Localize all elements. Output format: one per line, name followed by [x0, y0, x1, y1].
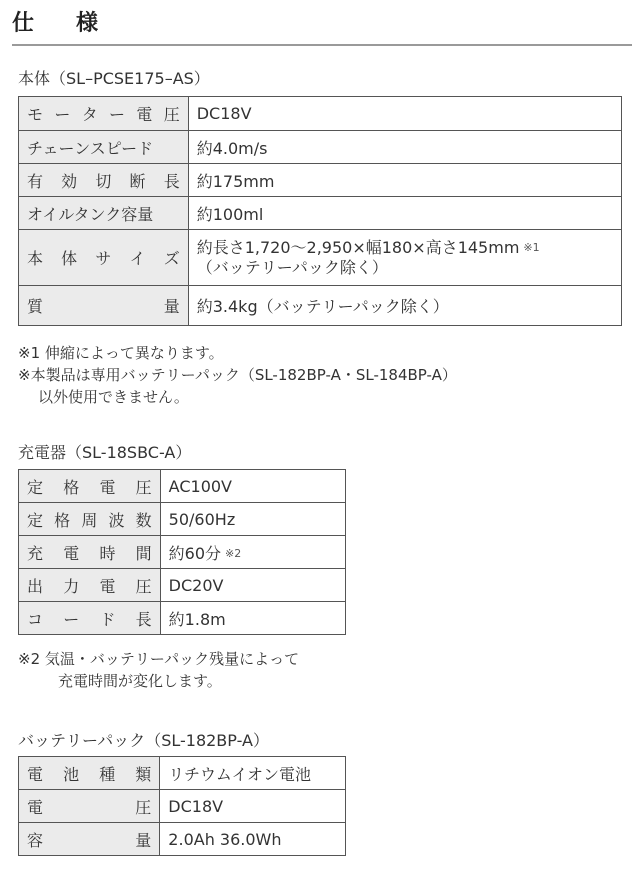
spread-label: 出 力 電 圧	[27, 576, 152, 596]
note-line: 以外使用できません。	[38, 388, 189, 406]
spread-label: 容 量	[27, 830, 152, 850]
spec-value: 約1.8m	[160, 602, 345, 635]
table-row	[19, 823, 346, 856]
spec-value: 約100ml	[188, 197, 621, 230]
spec-label: オイルタンク容量	[19, 197, 189, 230]
charger-notes	[18, 648, 299, 692]
spec-value: DC18V	[188, 97, 621, 131]
spec-value: AC100V	[160, 470, 345, 503]
spread-label: 本 体 サ イ ズ	[27, 249, 180, 268]
spec-label	[19, 602, 161, 635]
table-row	[19, 97, 622, 131]
spread-label: モ ー タ ー 電 圧	[27, 105, 180, 124]
spec-value: 約175mm	[188, 164, 621, 197]
spec-value: DC20V	[160, 569, 345, 602]
page-title: 仕 様	[12, 11, 109, 36]
spread-label: 定 格 電 圧	[27, 477, 152, 497]
table-row	[19, 164, 622, 197]
spec-value	[160, 536, 345, 569]
table-row	[19, 757, 346, 790]
spec-label	[19, 164, 189, 197]
spec-label	[19, 569, 161, 602]
battery-section-heading: バッテリーパック（SL-182BP-A）	[18, 731, 269, 750]
body-notes	[18, 342, 457, 408]
spec-label	[19, 230, 189, 286]
title-divider	[12, 44, 632, 46]
table-row	[19, 131, 622, 164]
table-row	[19, 503, 346, 536]
body-spec-table	[18, 96, 622, 326]
charger-section-heading: 充電器（SL-18SBC-A）	[18, 443, 192, 462]
note-line: ※2 気温・バッテリーパック残量によって	[18, 650, 300, 668]
table-row	[19, 602, 346, 635]
table-row	[19, 790, 346, 823]
body-section-heading: 本体（SL–PCSE175–AS）	[18, 69, 210, 88]
spread-label: 定 格 周 波 数	[27, 510, 152, 530]
spec-value: 50/60Hz	[160, 503, 345, 536]
note-ref: ※1	[523, 240, 540, 254]
spec-label	[19, 470, 161, 503]
spec-value: 約4.0m/s	[188, 131, 621, 164]
spec-value: リチウムイオン電池	[160, 757, 346, 790]
spec-label	[19, 790, 160, 823]
size-value: 約長さ1,720～2,950×幅180×高さ145mm	[196, 237, 520, 257]
spread-label: コ ー ド 長	[27, 609, 152, 629]
spec-value: 約3.4kg（バッテリーパック除く）	[188, 286, 621, 326]
spec-label	[19, 286, 189, 326]
table-row	[19, 569, 346, 602]
note-ref: ※2	[225, 546, 242, 560]
battery-spec-table	[18, 756, 346, 856]
spec-value	[188, 230, 621, 286]
spread-label: 質 量	[27, 297, 180, 316]
spread-label: 電 圧	[27, 797, 152, 817]
spread-label: 充 電 時 間	[27, 543, 152, 563]
charge-time-value: 約60分	[168, 543, 222, 563]
spec-value: 2.0Ah 36.0Wh	[160, 823, 346, 856]
table-row	[19, 286, 622, 326]
note-line: ※1 伸縮によって異なります。	[18, 344, 224, 362]
note-line: ※本製品は専用バッテリーパック（SL-182BP-A・SL-184BP-A）	[18, 366, 457, 384]
spec-label	[19, 503, 161, 536]
spec-label: チェーンスピード	[19, 131, 189, 164]
spec-label	[19, 757, 160, 790]
size-value-note: （バッテリーパック除く）	[196, 257, 388, 277]
spread-label: 電 池 種 類	[27, 764, 152, 784]
spread-label: 有 効 切 断 長	[27, 171, 180, 191]
charger-spec-table	[18, 469, 346, 635]
note-line: 充電時間が変化します。	[58, 672, 222, 690]
table-row	[19, 470, 346, 503]
spec-label	[19, 97, 189, 131]
spec-value: DC18V	[160, 790, 346, 823]
table-row	[19, 197, 622, 230]
table-row	[19, 230, 622, 286]
spec-label	[19, 536, 161, 569]
spec-label	[19, 823, 160, 856]
table-row	[19, 536, 346, 569]
